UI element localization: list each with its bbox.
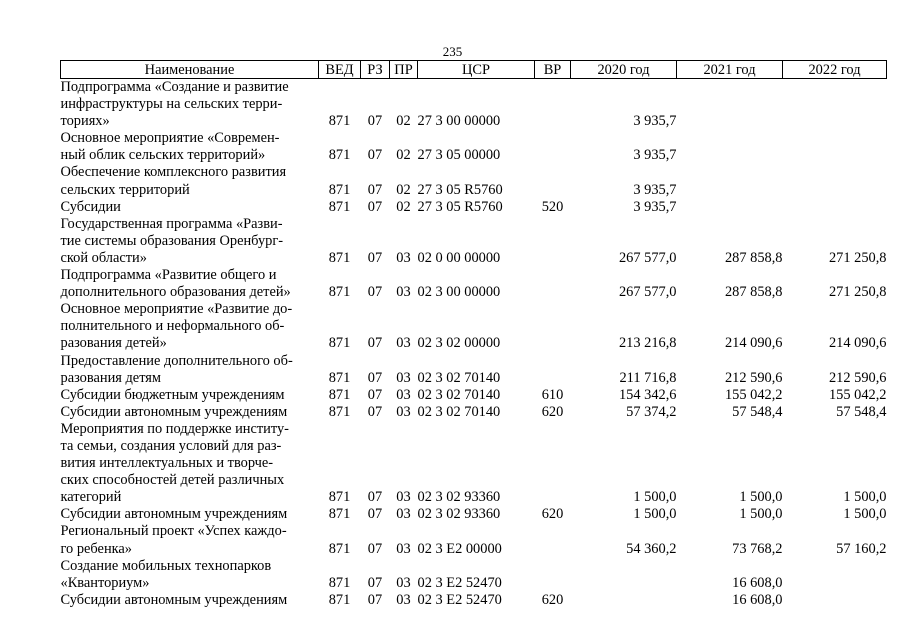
cell-2021: 16 608,0 bbox=[732, 574, 783, 591]
cell-2021: 16 608,0 bbox=[732, 591, 783, 608]
cell-2021 bbox=[677, 79, 783, 131]
cell-name-line: Субсидии bbox=[60, 198, 121, 215]
cell-vr bbox=[535, 421, 571, 506]
cell-name-line: ный облик сельских территорий» bbox=[60, 147, 266, 164]
cell-vr: 520 bbox=[541, 198, 564, 215]
cell-name-line: дополнительного образования детей» bbox=[60, 284, 291, 301]
cell-name-line: тие системы образования Оренбург- bbox=[60, 232, 284, 249]
cell-rz: 07 bbox=[367, 506, 383, 523]
cell-rz: 07 bbox=[367, 540, 383, 557]
cell-ved: 871 bbox=[328, 181, 351, 198]
cell-pr: 03 bbox=[396, 249, 411, 266]
cell-pr: 03 bbox=[396, 540, 411, 557]
cell-ved: 871 bbox=[328, 249, 351, 266]
cell-ved: 871 bbox=[328, 574, 351, 591]
cell-2022 bbox=[783, 592, 887, 609]
cell-name-line: разования детей» bbox=[60, 335, 167, 352]
cell-csr: 02 3 E2 52470 bbox=[417, 574, 502, 591]
table-row bbox=[61, 523, 887, 557]
table-row bbox=[61, 506, 887, 523]
cell-2021 bbox=[677, 164, 783, 198]
cell-2021: 287 858,8 bbox=[724, 249, 783, 266]
cell-rz: 07 bbox=[367, 386, 383, 403]
cell-2020: 213 216,8 bbox=[618, 335, 677, 352]
cell-csr: 02 3 02 70140 bbox=[417, 386, 501, 403]
cell-vr bbox=[535, 353, 571, 387]
cell-2021 bbox=[677, 130, 783, 164]
cell-vr: 610 bbox=[541, 386, 564, 403]
cell-name bbox=[61, 421, 319, 506]
cell-pr: 03 bbox=[396, 335, 411, 352]
cell-pr: 03 bbox=[396, 591, 411, 608]
cell-csr: 02 3 E2 00000 bbox=[417, 540, 502, 557]
cell-name bbox=[61, 199, 319, 216]
cell-2022 bbox=[783, 164, 887, 198]
cell-name bbox=[61, 353, 319, 387]
cell-csr: 02 3 02 93360 bbox=[417, 489, 501, 506]
cell-2021: 212 590,6 bbox=[724, 369, 783, 386]
header-vr: ВР bbox=[535, 61, 571, 79]
cell-2020: 54 360,2 bbox=[626, 540, 677, 557]
cell-csr: 27 3 00 00000 bbox=[417, 113, 501, 130]
cell-name-line: Предоставление дополнительного об- bbox=[60, 352, 293, 369]
cell-vr bbox=[535, 130, 571, 164]
cell-name-line: ской области» bbox=[60, 249, 147, 266]
cell-csr: 02 3 E2 52470 bbox=[417, 591, 502, 608]
cell-rz: 07 bbox=[367, 591, 383, 608]
cell-pr: 02 bbox=[396, 181, 411, 198]
cell-name-line: Субсидии автономным учреждениям bbox=[60, 506, 288, 523]
cell-2022: 1 500,0 bbox=[843, 506, 887, 523]
header-rz: РЗ bbox=[361, 61, 390, 79]
budget-table bbox=[60, 60, 887, 609]
cell-2021: 155 042,2 bbox=[724, 386, 783, 403]
table-row bbox=[61, 558, 887, 592]
table-row bbox=[61, 301, 887, 352]
cell-csr: 02 3 00 00000 bbox=[417, 284, 501, 301]
cell-2020: 267 577,0 bbox=[618, 249, 677, 266]
cell-name-line: Подпрограмма «Развитие общего и bbox=[60, 267, 277, 284]
cell-2022 bbox=[783, 79, 887, 131]
cell-csr: 27 3 05 R5760 bbox=[417, 198, 503, 215]
cell-rz: 07 bbox=[367, 369, 383, 386]
cell-name-line: категорий bbox=[60, 489, 122, 506]
page-number: 235 bbox=[442, 44, 463, 59]
header-2020: 2020 год bbox=[571, 61, 677, 79]
cell-pr: 02 bbox=[396, 113, 411, 130]
table-row bbox=[61, 387, 887, 404]
table-row bbox=[61, 164, 887, 198]
table-row bbox=[61, 130, 887, 164]
cell-ved: 871 bbox=[328, 198, 351, 215]
cell-2020: 1 500,0 bbox=[633, 506, 677, 523]
cell-name-line: сельских территорий bbox=[60, 181, 190, 198]
header-ved: ВЕД bbox=[319, 61, 361, 79]
cell-name-line: ских способностей детей различных bbox=[60, 472, 285, 489]
header-2021: 2021 год bbox=[677, 61, 783, 79]
cell-name-line: Создание мобильных технопарков bbox=[60, 557, 272, 574]
cell-ved: 871 bbox=[328, 540, 351, 557]
table-row bbox=[61, 267, 887, 301]
cell-name-line: полнительного и неформального об- bbox=[60, 318, 285, 335]
table-row bbox=[61, 353, 887, 387]
cell-pr: 03 bbox=[396, 403, 411, 420]
cell-ved: 871 bbox=[328, 506, 351, 523]
cell-rz: 07 bbox=[367, 574, 383, 591]
cell-name-line: ториях» bbox=[60, 113, 110, 130]
cell-2020: 211 716,8 bbox=[619, 369, 677, 386]
cell-name-line: Основное мероприятие «Развитие до- bbox=[60, 301, 293, 318]
cell-pr: 02 bbox=[396, 198, 411, 215]
cell-rz: 07 bbox=[367, 335, 383, 352]
cell-name bbox=[61, 267, 319, 301]
cell-pr: 03 bbox=[396, 574, 411, 591]
cell-2022: 155 042,2 bbox=[828, 386, 887, 403]
table-row bbox=[61, 199, 887, 216]
cell-rz: 07 bbox=[367, 284, 383, 301]
cell-vr bbox=[535, 79, 571, 131]
cell-name-line: разования детям bbox=[60, 369, 162, 386]
cell-rz: 07 bbox=[367, 198, 383, 215]
cell-name-line: та семьи, создания условий для раз- bbox=[60, 437, 282, 454]
cell-rz: 07 bbox=[367, 181, 383, 198]
cell-csr: 02 3 02 70140 bbox=[417, 369, 501, 386]
cell-2020: 3 935,7 bbox=[633, 113, 677, 130]
cell-2022: 57 160,2 bbox=[836, 540, 887, 557]
cell-2021: 73 768,2 bbox=[732, 540, 783, 557]
cell-vr bbox=[535, 216, 571, 267]
cell-name-line: Государственная программа «Разви- bbox=[60, 215, 283, 232]
cell-vr bbox=[535, 164, 571, 198]
cell-2022 bbox=[783, 130, 887, 164]
cell-2022 bbox=[783, 558, 887, 592]
cell-vr: 620 bbox=[541, 591, 564, 608]
cell-name bbox=[61, 216, 319, 267]
header-csr: ЦСР bbox=[418, 61, 535, 79]
cell-name-line: «Кванториум» bbox=[60, 574, 150, 591]
cell-name-line: Субсидии бюджетным учреждениям bbox=[60, 386, 285, 403]
cell-rz: 07 bbox=[367, 249, 383, 266]
cell-vr: 620 bbox=[541, 506, 564, 523]
cell-csr: 02 0 00 00000 bbox=[417, 249, 501, 266]
cell-2022: 271 250,8 bbox=[828, 249, 887, 266]
cell-2020: 3 935,7 bbox=[633, 147, 677, 164]
cell-2021: 214 090,6 bbox=[724, 335, 783, 352]
cell-name bbox=[61, 301, 319, 352]
cell-name bbox=[61, 558, 319, 592]
cell-name bbox=[61, 130, 319, 164]
cell-name-line: Основное мероприятие «Современ- bbox=[60, 130, 280, 147]
table-row bbox=[61, 216, 887, 267]
cell-name-line: го ребенка» bbox=[60, 540, 132, 557]
cell-name-line: инфраструктуры на сельских терри- bbox=[60, 96, 283, 113]
cell-ved: 871 bbox=[328, 369, 351, 386]
cell-name bbox=[61, 506, 319, 523]
cell-2022: 212 590,6 bbox=[828, 369, 887, 386]
cell-ved: 871 bbox=[328, 591, 351, 608]
cell-pr: 03 bbox=[396, 386, 411, 403]
table-header-row bbox=[61, 61, 887, 79]
cell-2020: 3 935,7 bbox=[633, 181, 677, 198]
cell-2022: 271 250,8 bbox=[828, 284, 887, 301]
cell-name bbox=[61, 79, 319, 131]
cell-2020 bbox=[571, 558, 677, 592]
cell-name-line: Субсидии автономным учреждениям bbox=[60, 403, 288, 420]
cell-2020: 154 342,6 bbox=[618, 386, 677, 403]
table-row bbox=[61, 592, 887, 609]
table-body bbox=[61, 79, 887, 609]
cell-rz: 07 bbox=[367, 489, 383, 506]
cell-name bbox=[61, 523, 319, 557]
header-2022: 2022 год bbox=[783, 61, 887, 79]
cell-2020: 1 500,0 bbox=[633, 489, 677, 506]
cell-pr: 02 bbox=[396, 147, 411, 164]
cell-name bbox=[61, 592, 319, 609]
header-pr: ПР bbox=[390, 61, 418, 79]
cell-vr: 620 bbox=[541, 403, 564, 420]
cell-ved: 871 bbox=[328, 113, 351, 130]
cell-csr: 27 3 05 00000 bbox=[417, 147, 501, 164]
table-row bbox=[61, 404, 887, 421]
cell-vr bbox=[535, 267, 571, 301]
cell-ved: 871 bbox=[328, 403, 351, 420]
cell-ved: 871 bbox=[328, 147, 351, 164]
cell-ved: 871 bbox=[328, 386, 351, 403]
cell-2022 bbox=[783, 199, 887, 216]
cell-name bbox=[61, 387, 319, 404]
cell-name-line: Субсидии автономным учреждениям bbox=[60, 591, 288, 608]
cell-rz: 07 bbox=[367, 147, 383, 164]
cell-2021: 1 500,0 bbox=[739, 506, 783, 523]
table-row bbox=[61, 421, 887, 506]
cell-2021: 1 500,0 bbox=[739, 489, 783, 506]
cell-2022: 57 548,4 bbox=[836, 403, 887, 420]
cell-rz: 07 bbox=[367, 403, 383, 420]
cell-ved: 871 bbox=[328, 284, 351, 301]
cell-name-line: Обеспечение комплексного развития bbox=[60, 164, 287, 181]
cell-ved: 871 bbox=[328, 489, 351, 506]
cell-2020: 267 577,0 bbox=[618, 284, 677, 301]
cell-name bbox=[61, 164, 319, 198]
cell-2022: 1 500,0 bbox=[843, 489, 887, 506]
cell-csr: 27 3 05 R5760 bbox=[417, 181, 503, 198]
cell-2022: 214 090,6 bbox=[828, 335, 887, 352]
cell-2021: 57 548,4 bbox=[732, 403, 783, 420]
cell-vr bbox=[535, 558, 571, 592]
cell-2020: 57 374,2 bbox=[626, 403, 677, 420]
cell-2021: 287 858,8 bbox=[724, 284, 783, 301]
cell-pr: 03 bbox=[396, 489, 411, 506]
cell-csr: 02 3 02 00000 bbox=[417, 335, 501, 352]
cell-pr: 03 bbox=[396, 369, 411, 386]
cell-csr: 02 3 02 70140 bbox=[417, 403, 501, 420]
cell-csr: 02 3 02 93360 bbox=[417, 506, 501, 523]
cell-ved: 871 bbox=[328, 335, 351, 352]
cell-name-line: Мероприятия по поддержке институ- bbox=[60, 420, 289, 437]
cell-name-line: Подпрограмма «Создание и развитие bbox=[60, 79, 289, 95]
cell-rz: 07 bbox=[367, 113, 383, 130]
cell-name bbox=[61, 404, 319, 421]
cell-2021 bbox=[677, 199, 783, 216]
table-row bbox=[61, 79, 887, 131]
cell-2020: 3 935,7 bbox=[633, 198, 677, 215]
header-name: Наименование bbox=[61, 61, 319, 79]
cell-2020 bbox=[571, 592, 677, 609]
cell-pr: 03 bbox=[396, 506, 411, 523]
cell-vr bbox=[535, 301, 571, 352]
cell-vr bbox=[535, 523, 571, 557]
cell-pr: 03 bbox=[396, 284, 411, 301]
cell-name-line: вития интеллектуальных и творче- bbox=[60, 455, 274, 472]
cell-name-line: Региональный проект «Успех каждо- bbox=[60, 523, 287, 540]
